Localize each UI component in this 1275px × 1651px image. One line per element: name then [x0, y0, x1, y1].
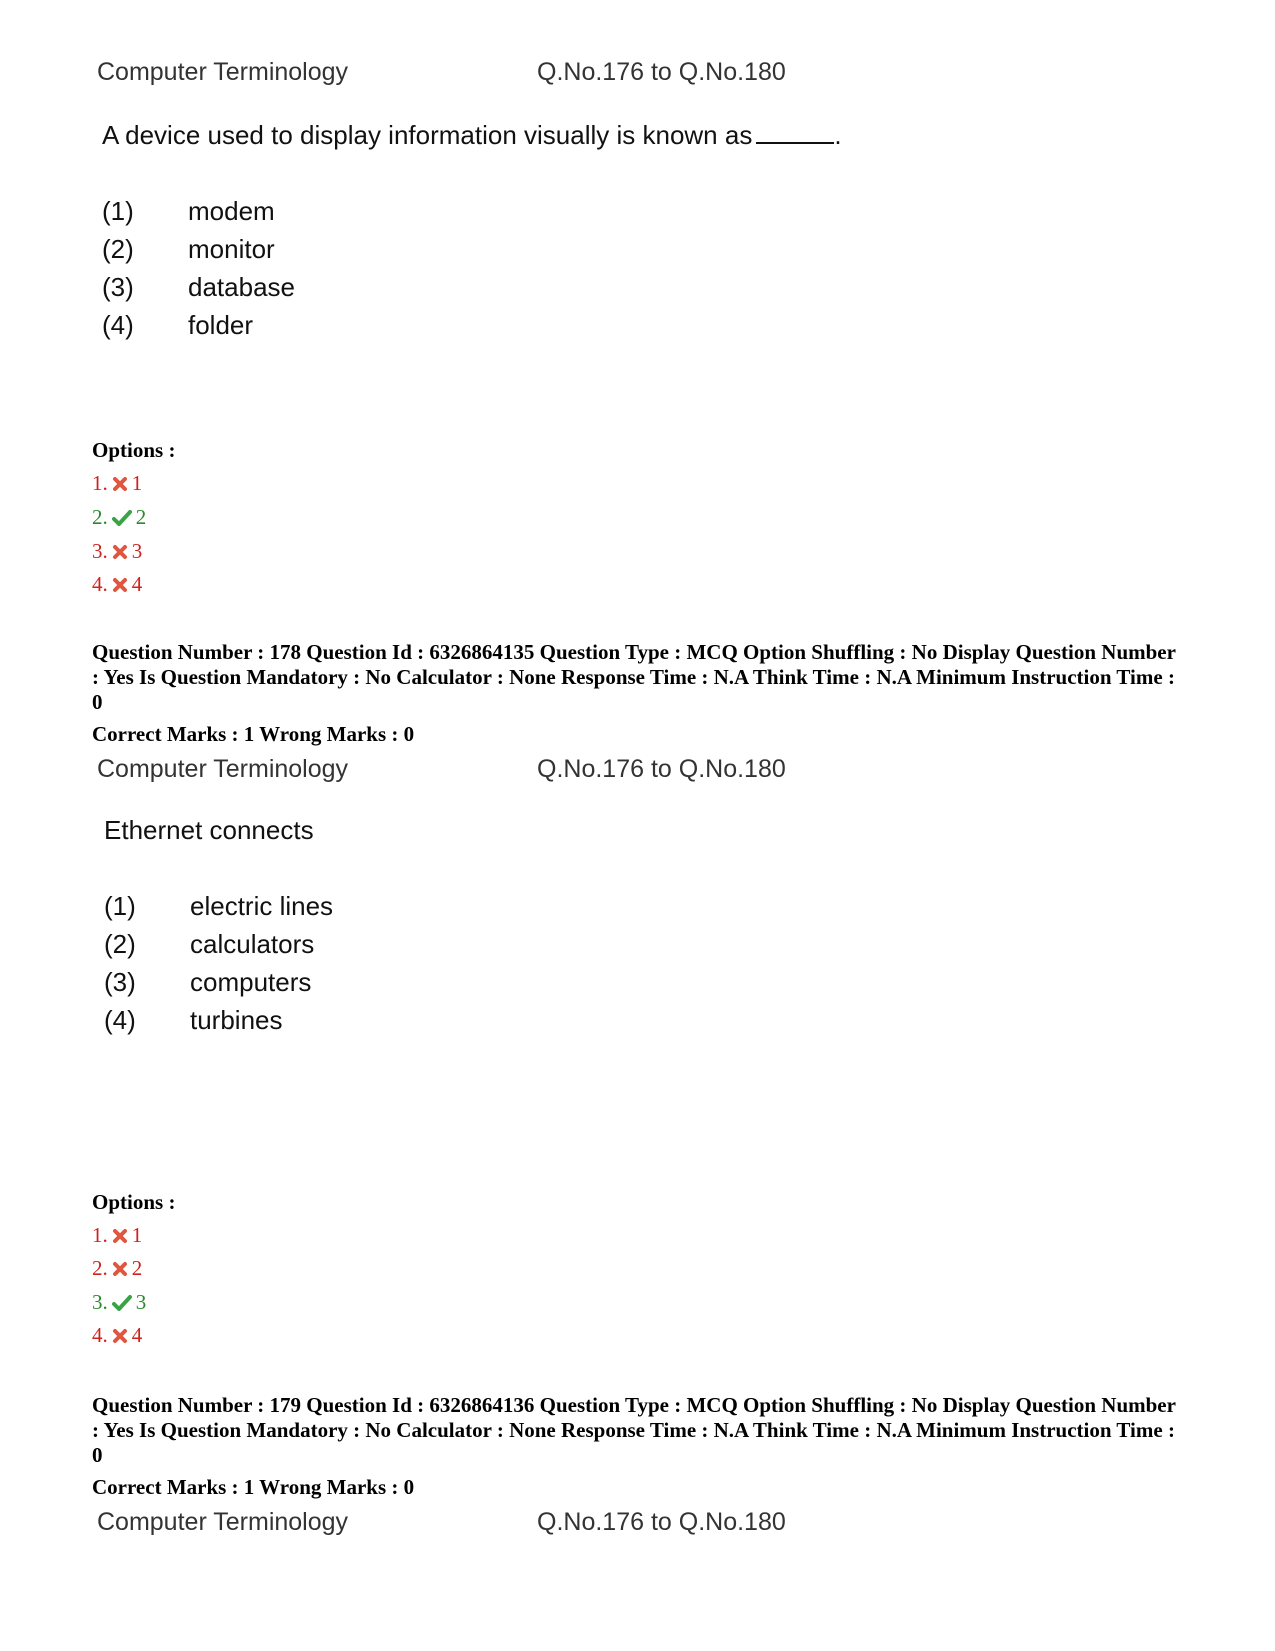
- answer-number: 3.: [92, 539, 108, 563]
- question-meta: Question Number : 178 Question Id : 6326864135 Question Type : MCQ Option Shuffling : No Display Question Number : Yes Is Question Mandatory : No Calculator : None Response Time : N.A Think Time : N.A Minimum Instruction Time : 0: [92, 640, 1176, 714]
- answer-value: 3: [131, 539, 143, 563]
- answer-number: 4.: [92, 1323, 108, 1347]
- choice-text: calculators: [190, 929, 315, 959]
- answer-value: 4: [131, 572, 143, 596]
- choice-text: monitor: [188, 234, 275, 264]
- question-marks: Correct Marks : 1 Wrong Marks : 0: [92, 1475, 415, 1499]
- check-icon: [112, 510, 132, 526]
- choice-number: (2): [104, 929, 136, 959]
- section-range: Q.No.176 to Q.No.180: [537, 1508, 786, 1536]
- choice-text: electric lines: [190, 891, 334, 921]
- options-label: Options :: [92, 1190, 176, 1214]
- answer-number: 4.: [92, 572, 108, 596]
- cross-icon: [112, 544, 128, 560]
- section-subject: Computer Terminology: [97, 755, 349, 783]
- answer-value: 1: [131, 471, 143, 495]
- cross-icon: [112, 1261, 128, 1277]
- answer-option: [92, 572, 142, 597]
- answer-number: 3.: [92, 1290, 108, 1314]
- answer-number: 1.: [92, 471, 108, 495]
- answer-option: [92, 1223, 142, 1248]
- choice-number: (2): [102, 234, 134, 264]
- answer-value: 4: [131, 1323, 143, 1347]
- question-meta: Question Number : 179 Question Id : 6326864136 Question Type : MCQ Option Shuffling : No Display Question Number : Yes Is Question Mandatory : No Calculator : None Response Time : N.A Think Time : N.A Minimum Instruction Time : 0: [92, 1393, 1176, 1467]
- answer-value: 1: [131, 1223, 143, 1247]
- cross-icon: [112, 577, 128, 593]
- check-icon: [112, 1295, 132, 1311]
- answer-option: [92, 1256, 142, 1281]
- answer-option: [92, 539, 142, 564]
- choice-number: (1): [102, 196, 134, 226]
- section-range: Q.No.176 to Q.No.180: [537, 755, 786, 783]
- answer-option: [92, 471, 142, 496]
- cross-icon: [112, 1228, 128, 1244]
- choice-number: (4): [104, 1005, 136, 1035]
- answer-value: 2: [131, 1256, 143, 1280]
- answer-number: 2.: [92, 1256, 108, 1280]
- choice-number: (3): [102, 272, 134, 302]
- choice-number: (1): [104, 891, 136, 921]
- choice-text: folder: [188, 310, 254, 340]
- answer-number: 1.: [92, 1223, 108, 1247]
- question-body: A device used to display information visually is known as: [102, 120, 753, 150]
- answer-option: [92, 1323, 142, 1348]
- cross-icon: [112, 1328, 128, 1344]
- question-text: Ethernet connects: [104, 815, 314, 845]
- options-label: Options :: [92, 438, 176, 462]
- choice-text: computers: [190, 967, 312, 997]
- question-text: [102, 120, 842, 151]
- answer-value: 3: [135, 1290, 147, 1314]
- choice-number: (3): [104, 967, 136, 997]
- section-subject: Computer Terminology: [97, 1508, 349, 1536]
- answer-blank: [756, 120, 834, 144]
- answer-number: 2.: [92, 505, 108, 529]
- section-subject: Computer Terminology: [97, 58, 349, 86]
- answer-option: [92, 505, 146, 530]
- choice-text: turbines: [190, 1005, 283, 1035]
- answer-option: [92, 1290, 146, 1315]
- answer-value: 2: [135, 505, 147, 529]
- choice-text: modem: [188, 196, 275, 226]
- choice-number: (4): [102, 310, 134, 340]
- choice-text: database: [188, 272, 295, 302]
- question-marks: Correct Marks : 1 Wrong Marks : 0: [92, 722, 415, 746]
- question-end: .: [834, 120, 842, 150]
- cross-icon: [112, 476, 128, 492]
- section-range: Q.No.176 to Q.No.180: [537, 58, 786, 86]
